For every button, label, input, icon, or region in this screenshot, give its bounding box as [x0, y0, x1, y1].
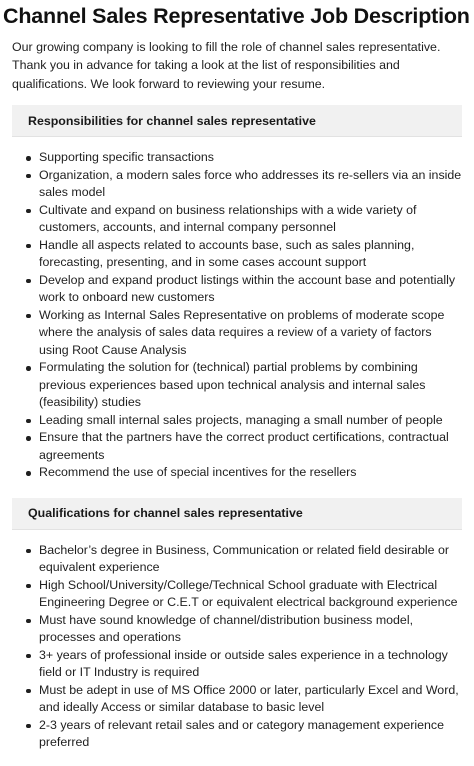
list-item: 2-3 years of relevant retail sales and or category management experience preferred — [12, 717, 462, 752]
responsibilities-list — [12, 149, 462, 482]
intro-paragraph: Our growing company is looking to fill the role of channel sales representative. Thank you in advance for taking a look at the list of responsibilities and qualifications. We look forward to reviewing your resume. — [12, 40, 441, 91]
list-item: Must be adept in use of MS Office 2000 or later, particularly Excel and Word, and ideally Access or similar database to basic level — [12, 682, 462, 717]
list-item: Must have sound knowledge of channel/distribution business model, processes and operations — [12, 612, 462, 647]
page-title: Channel Sales Representative Job Description — [3, 4, 470, 28]
responsibilities-heading: Responsibilities for channel sales representative — [12, 105, 462, 137]
list-item: Handle all aspects related to accounts base, such as sales planning, forecasting, presenting, and in some cases account support — [12, 237, 462, 272]
list-item: Formulating the solution for (technical) partial problems by combining previous experiences based upon technical analysis and internal sales (feasibility) studies — [12, 359, 462, 412]
list-item: Ensure that the partners have the correct product certifications, contractual agreements — [12, 429, 462, 464]
list-item: Bachelor’s degree in Business, Communication or related field desirable or equivalent experience — [12, 542, 462, 577]
list-item: Cultivate and expand on business relationships with a wide variety of customers, accounts, and internal company personnel — [12, 202, 462, 237]
list-item: Working as Internal Sales Representative on problems of moderate scope where the analysis of sales data requires a review of a variety of factors using Root Cause Analysis — [12, 307, 462, 360]
list-item: High School/University/College/Technical School graduate with Electrical Engineering Degree or C.E.T or equivalent electrical background experience — [12, 577, 462, 612]
list-item: 3+ years of professional inside or outside sales experience in a technology field or IT Industry is required — [12, 647, 462, 682]
list-item: Develop and expand product listings within the account base and potentially work to onboard new customers — [12, 272, 462, 307]
qualifications-heading: Qualifications for channel sales representative — [12, 498, 462, 530]
list-item: Organization, a modern sales force who addresses its re-sellers via an inside sales model — [12, 167, 462, 202]
qualifications-list — [12, 542, 462, 752]
list-item: Leading small internal sales projects, managing a small number of people — [12, 412, 462, 430]
list-item: Supporting specific transactions — [12, 149, 462, 167]
list-item: Recommend the use of special incentives for the resellers — [12, 464, 462, 482]
